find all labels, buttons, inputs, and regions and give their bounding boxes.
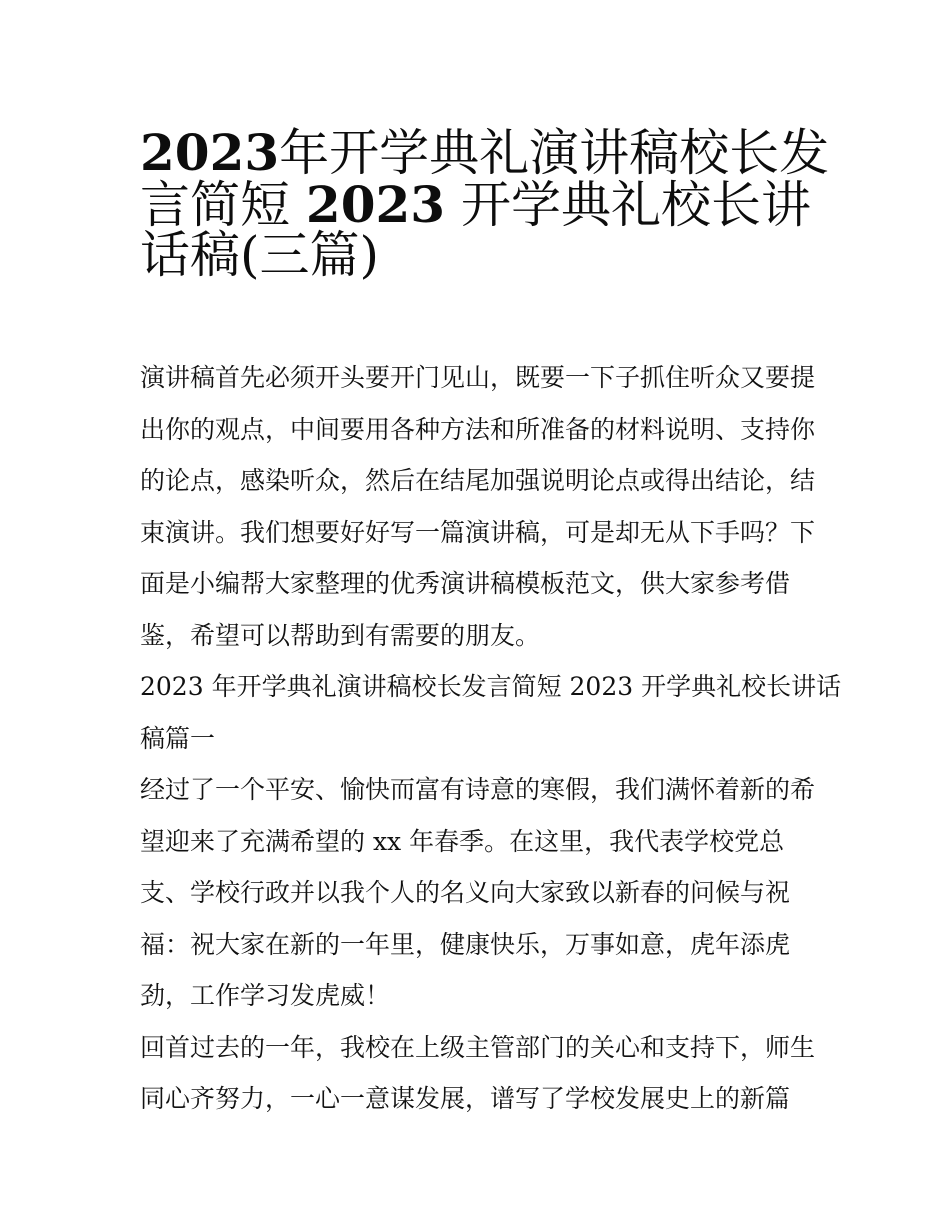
intro-line: 鉴，希望可以帮助到有需要的朋友。 bbox=[140, 620, 541, 650]
paragraph-1 bbox=[140, 764, 820, 1022]
title-text-2: 言简短 bbox=[140, 175, 290, 234]
paragraph-1-line: 支、学校行政并以我个人的名义向大家致以新春的问候与祝 bbox=[140, 878, 791, 907]
section-heading-line: 稿篇一 bbox=[140, 723, 216, 753]
paragraph-1-line: 经过了一个平安、愉快而富有诗意的寒假，我们满怀着新的希 bbox=[140, 775, 816, 804]
intro-line: 的论点，感染听众，然后在结尾加强说明论点或得出结论，结 bbox=[140, 466, 816, 495]
intro-line: 演讲稿首先必须开头要开门见山，既要一下子抓住听众又要提 bbox=[140, 363, 816, 392]
title-line-1 bbox=[140, 113, 830, 182]
intro-line: 出你的观点，中间要用各种方法和所准备的材料说明、支持你 bbox=[140, 414, 816, 444]
intro-paragraph bbox=[140, 352, 820, 661]
paragraph-1-line: 望迎来了充满希望的 xx 年春季。在这里，我代表学校党总 bbox=[140, 826, 785, 856]
document-body bbox=[140, 352, 842, 1125]
title-text-4: 话稿(三篇) bbox=[140, 226, 380, 284]
document-title bbox=[140, 113, 830, 284]
paragraph-2-line: 回首过去的一年，我校在上级主管部门的关心和支持下，师生 bbox=[140, 1032, 816, 1062]
title-text-1: 年开学典礼演讲稿校长发 bbox=[279, 124, 830, 182]
title-text-3: 开学典礼校长讲 bbox=[460, 175, 811, 234]
paragraph-1-line: 福：祝大家在新的一年里，健康快乐，万事如意，虎年添虎 bbox=[140, 929, 791, 959]
title-year-1: 2023 bbox=[140, 123, 280, 182]
intro-line: 面是小编帮大家整理的优秀演讲稿模板范文，供大家参考借 bbox=[140, 569, 791, 598]
section-heading bbox=[140, 661, 842, 764]
paragraph-1-line: 劲，工作学习发虎威！ bbox=[140, 981, 391, 1010]
paragraph-2 bbox=[140, 1022, 820, 1125]
title-year-2: 2023 bbox=[305, 174, 446, 234]
paragraph-2-line: 同心齐努力，一心一意谋发展，谱写了学校发展史上的新篇 bbox=[140, 1084, 791, 1113]
title-line-2 bbox=[140, 165, 820, 234]
intro-line: 束演讲。我们想要好好写一篇演讲稿，可是却无从下手吗？下 bbox=[140, 517, 816, 547]
section-heading-line: 2023 年开学典礼演讲稿校长发言简短 2023 开学典礼校长讲话 bbox=[140, 672, 842, 701]
